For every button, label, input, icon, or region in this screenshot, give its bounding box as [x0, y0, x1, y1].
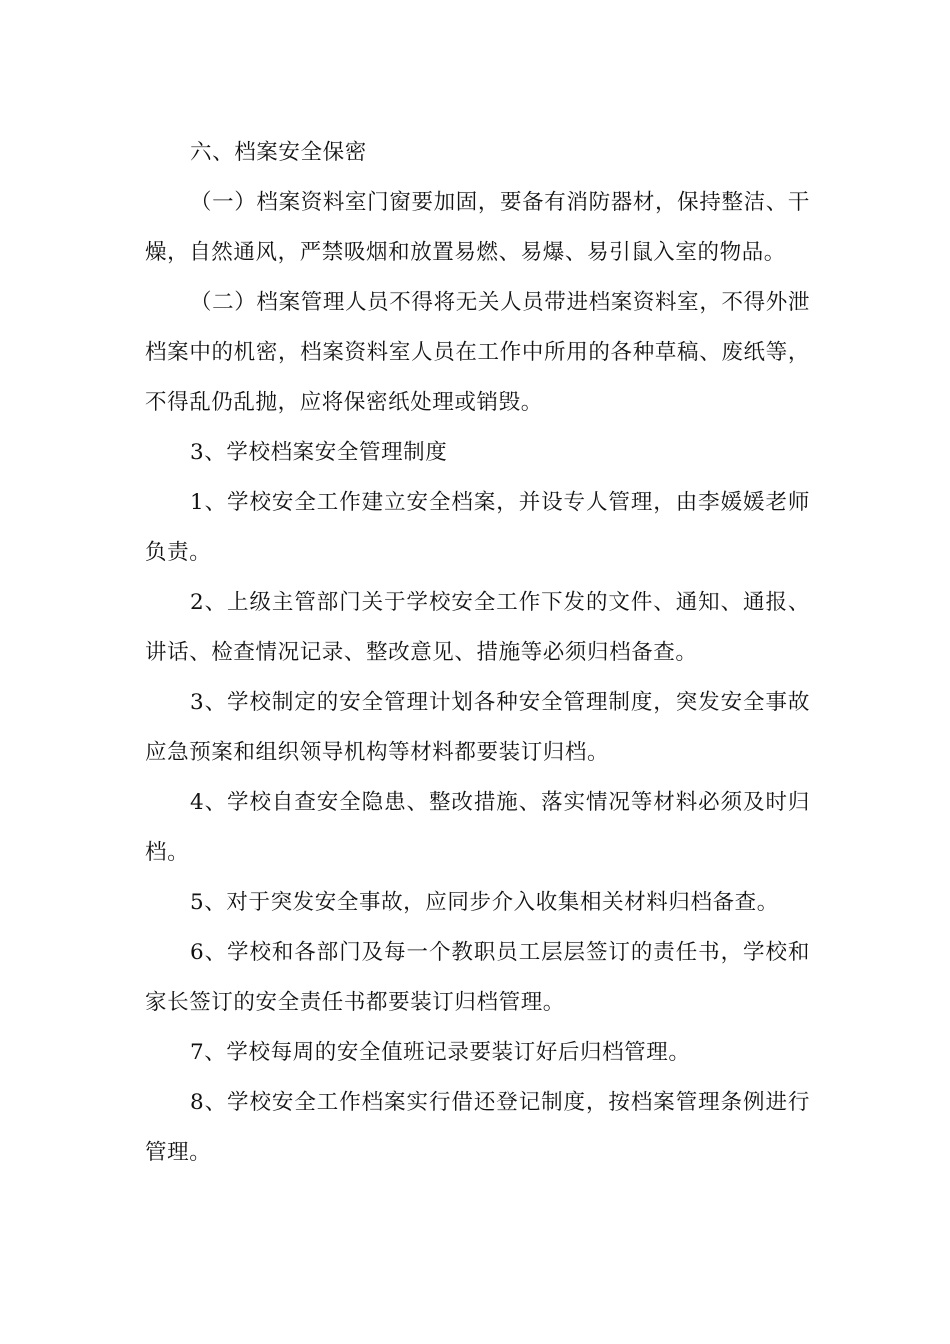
rule-item-1: 1、学校安全工作建立安全档案，并设专人管理，由李媛媛老师负责。 [145, 490, 810, 565]
rule-item-4: 4、学校自查安全隐患、整改措施、落实情况等材料必须及时归档。 [145, 790, 810, 865]
rule-item-7: 7、学校每周的安全值班记录要装订好后归档管理。 [190, 1040, 691, 1065]
paragraph-confidentiality: （二）档案管理人员不得将无关人员带进档案资料室，不得外泄档案中的机密，档案资料室人员在工作中所用的各种草稿、废纸等，不得乱仍乱抛，应将保密纸处理或销毁。 [145, 290, 810, 415]
rule-item-3: 3、学校制定的安全管理计划各种安全管理制度，突发安全事故应急预案和组织领导机构等材料都要装订归档。 [145, 690, 810, 765]
rule-item-8: 8、学校安全工作档案实行借还登记制度，按档案管理条例进行管理。 [145, 1090, 810, 1165]
section-heading-school-archive-rules: 3、学校档案安全管理制度 [190, 440, 448, 465]
rule-item-6: 6、学校和各部门及每一个教职员工层层签订的责任书，学校和家长签订的安全责任书都要装订归档管理。 [145, 940, 810, 1015]
document-body [145, 128, 810, 1178]
rule-item-2: 2、上级主管部门关于学校安全工作下发的文件、通知、通报、讲话、检查情况记录、整改意见、措施等必须归档备查。 [145, 590, 810, 665]
rule-item-5: 5、对于突发安全事故，应同步介入收集相关材料归档备查。 [190, 890, 779, 915]
paragraph-archive-room-safety: （一）档案资料室门窗要加固，要备有消防器材，保持整洁、干燥，自然通风，严禁吸烟和放置易燃、易爆、易引鼠入室的物品。 [145, 190, 810, 265]
section-heading-archive-security: 六、档案安全保密 [190, 140, 367, 165]
